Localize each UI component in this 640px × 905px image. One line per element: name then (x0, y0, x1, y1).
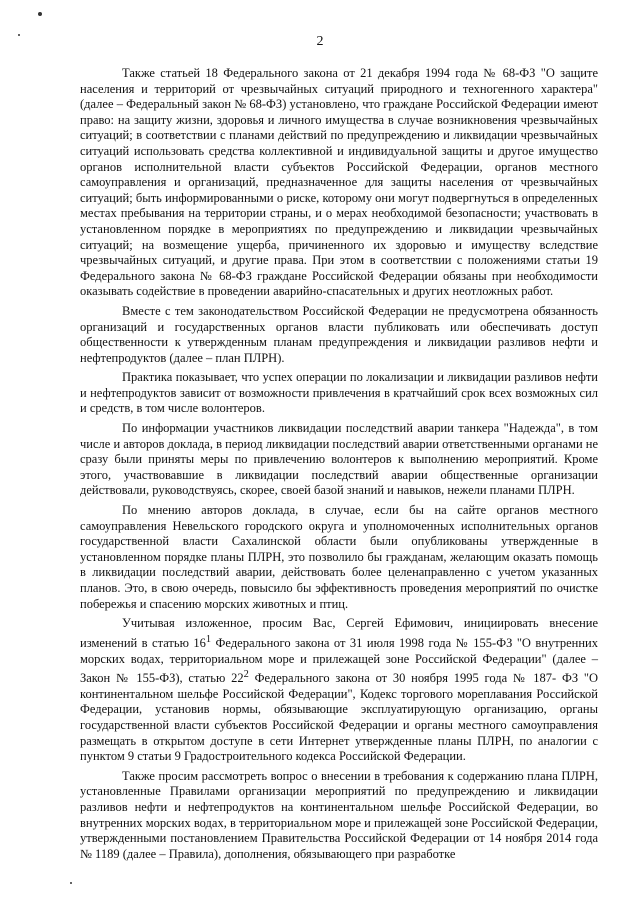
page-number: 2 (316, 34, 324, 49)
text-segment: Учитывая изложенное, просим Вас, Сергей Ефимович, инициировать внесение изменений в статью 16 (80, 616, 598, 650)
superscript: 1 (205, 633, 212, 645)
scan-speck (70, 882, 72, 884)
paragraph: Также просим рассмотреть вопрос о внесении в требования к содержанию плана ПЛРН, установленные Правилами организации мероприятий по предупреждению и ликвидации разливов нефти и нефтепродуктов на континентальном шельфе Российской Федерации, во внутренних морских водах, в территориальном море и прилежащей зоне Российской Федерации, утвержденными постановлением Правительства Российской Федерации от 14 ноября 2014 года № 1189 (далее – Правила), дополнения, обязывающего при разработке (80, 768, 598, 861)
paragraph: По информации участников ликвидации последствий аварии танкера "Надежда", в том числе и авторов доклада, в период ликвидации последствий аварии ответственными органами не сразу были приняты меры по привлечению волонтеров к выполнению мероприятий. Кроме этого, участвовавшие в ликвидации последствий аварии общественные организации действовали, руководствуясь, скорее, своей базой знаний и навыков, нежели планами ПЛРН. (80, 421, 598, 498)
document-body (80, 66, 598, 866)
paragraph: Вместе с тем законодательством Российской Федерации не предусмотрена обязанность организаций и государственных органов власти публиковать или обеспечивать доступ общественности к утвержденным планам предупреждения и ликвидации разливов нефти и нефтепродуктов (далее – план ПЛРН). (80, 303, 598, 365)
paragraph: Также статьей 18 Федерального закона от 21 декабря 1994 года № 68-ФЗ "О защите населения и территорий от чрезвычайных ситуаций природного и техногенного характера" (далее – Федеральный закон № 68-ФЗ) установлено, что граждане Российской Федерации имеют право: на защиту жизни, здоровья и личного имущества в случае возникновения чрезвычайных ситуаций; в соответствии с планами действий по предупреждению и ликвидации чрезвычайных ситуаций использовать средства коллективной и индивидуальной защиты и другое имущество органов исполнительной власти субъектов Российской Федерации, органов местного самоуправления и организаций, предназначенное для защиты населения от чрезвычайных ситуаций; быть информированными о риске, которому они могут подвергнуться в определенных местах пребывания на территории страны, и о мерах необходимой безопасности; участвовать в установленном порядке в мероприятиях по предупреждению и ликвидации чрезвычайных ситуаций; на возмещение ущерба, причиненного их здоровью и имуществу вследствие чрезвычайных ситуаций, и другие права. При этом в соответствии с положениями статьи 19 Федерального закона № 68-ФЗ граждане Российской Федерации обязаны при необходимости оказывать содействие в проведении аварийно-спасательных и других неотложных работ. (80, 66, 598, 299)
scan-speck (38, 12, 42, 16)
paragraph: Практика показывает, что успех операции по локализации и ликвидации разливов нефти и нефтепродуктов зависит от возможности привлечения в кратчайший срок всех возможных сил и средств, в том числе волонтеров. (80, 370, 598, 416)
text-segment: Федерального закона от 31 июля 1998 года № 155-ФЗ "О внутренних морских водах, территориальном море и прилежащей зоне Российской Федерации" (далее – Закон № 155-ФЗ), статью 22 (80, 635, 598, 686)
paragraph: По мнению авторов доклада, в случае, если бы на сайте органов местного самоуправления Невельского городского округа и уполномоченных исполнительных органов государственной власти Сахалинской области были опубликованы утвержденные в установленном порядке планы ПЛРН, это позволило бы гражданам, желающим оказать помощь в ликвидации последствий аварии, действовать более целенаправленно с учетом указанных планов. Это, в свою очередь, повысило бы эффективность проведения мероприятий по очистке побережья и спасению морских животных и птиц. (80, 503, 598, 611)
text-segment: Федерального закона от 30 ноября 1995 года № 187- ФЗ "О континентальном шельфе Российской Федерации", Кодекс торгового мореплавания Российской Федерации, установив нормы, обязывающие эксплуатирующую организацию, органы государственной власти субъектов Российской Федерации и органы местного самоуправления размещать в открытом доступе в сети Интернет утвержденные планы ПЛРН, по аналогии с пунктом 9 статьи 9 Градостроительного кодекса Российской Федерации. (80, 671, 599, 764)
superscript: 2 (243, 669, 249, 681)
paragraph-request (80, 616, 598, 765)
